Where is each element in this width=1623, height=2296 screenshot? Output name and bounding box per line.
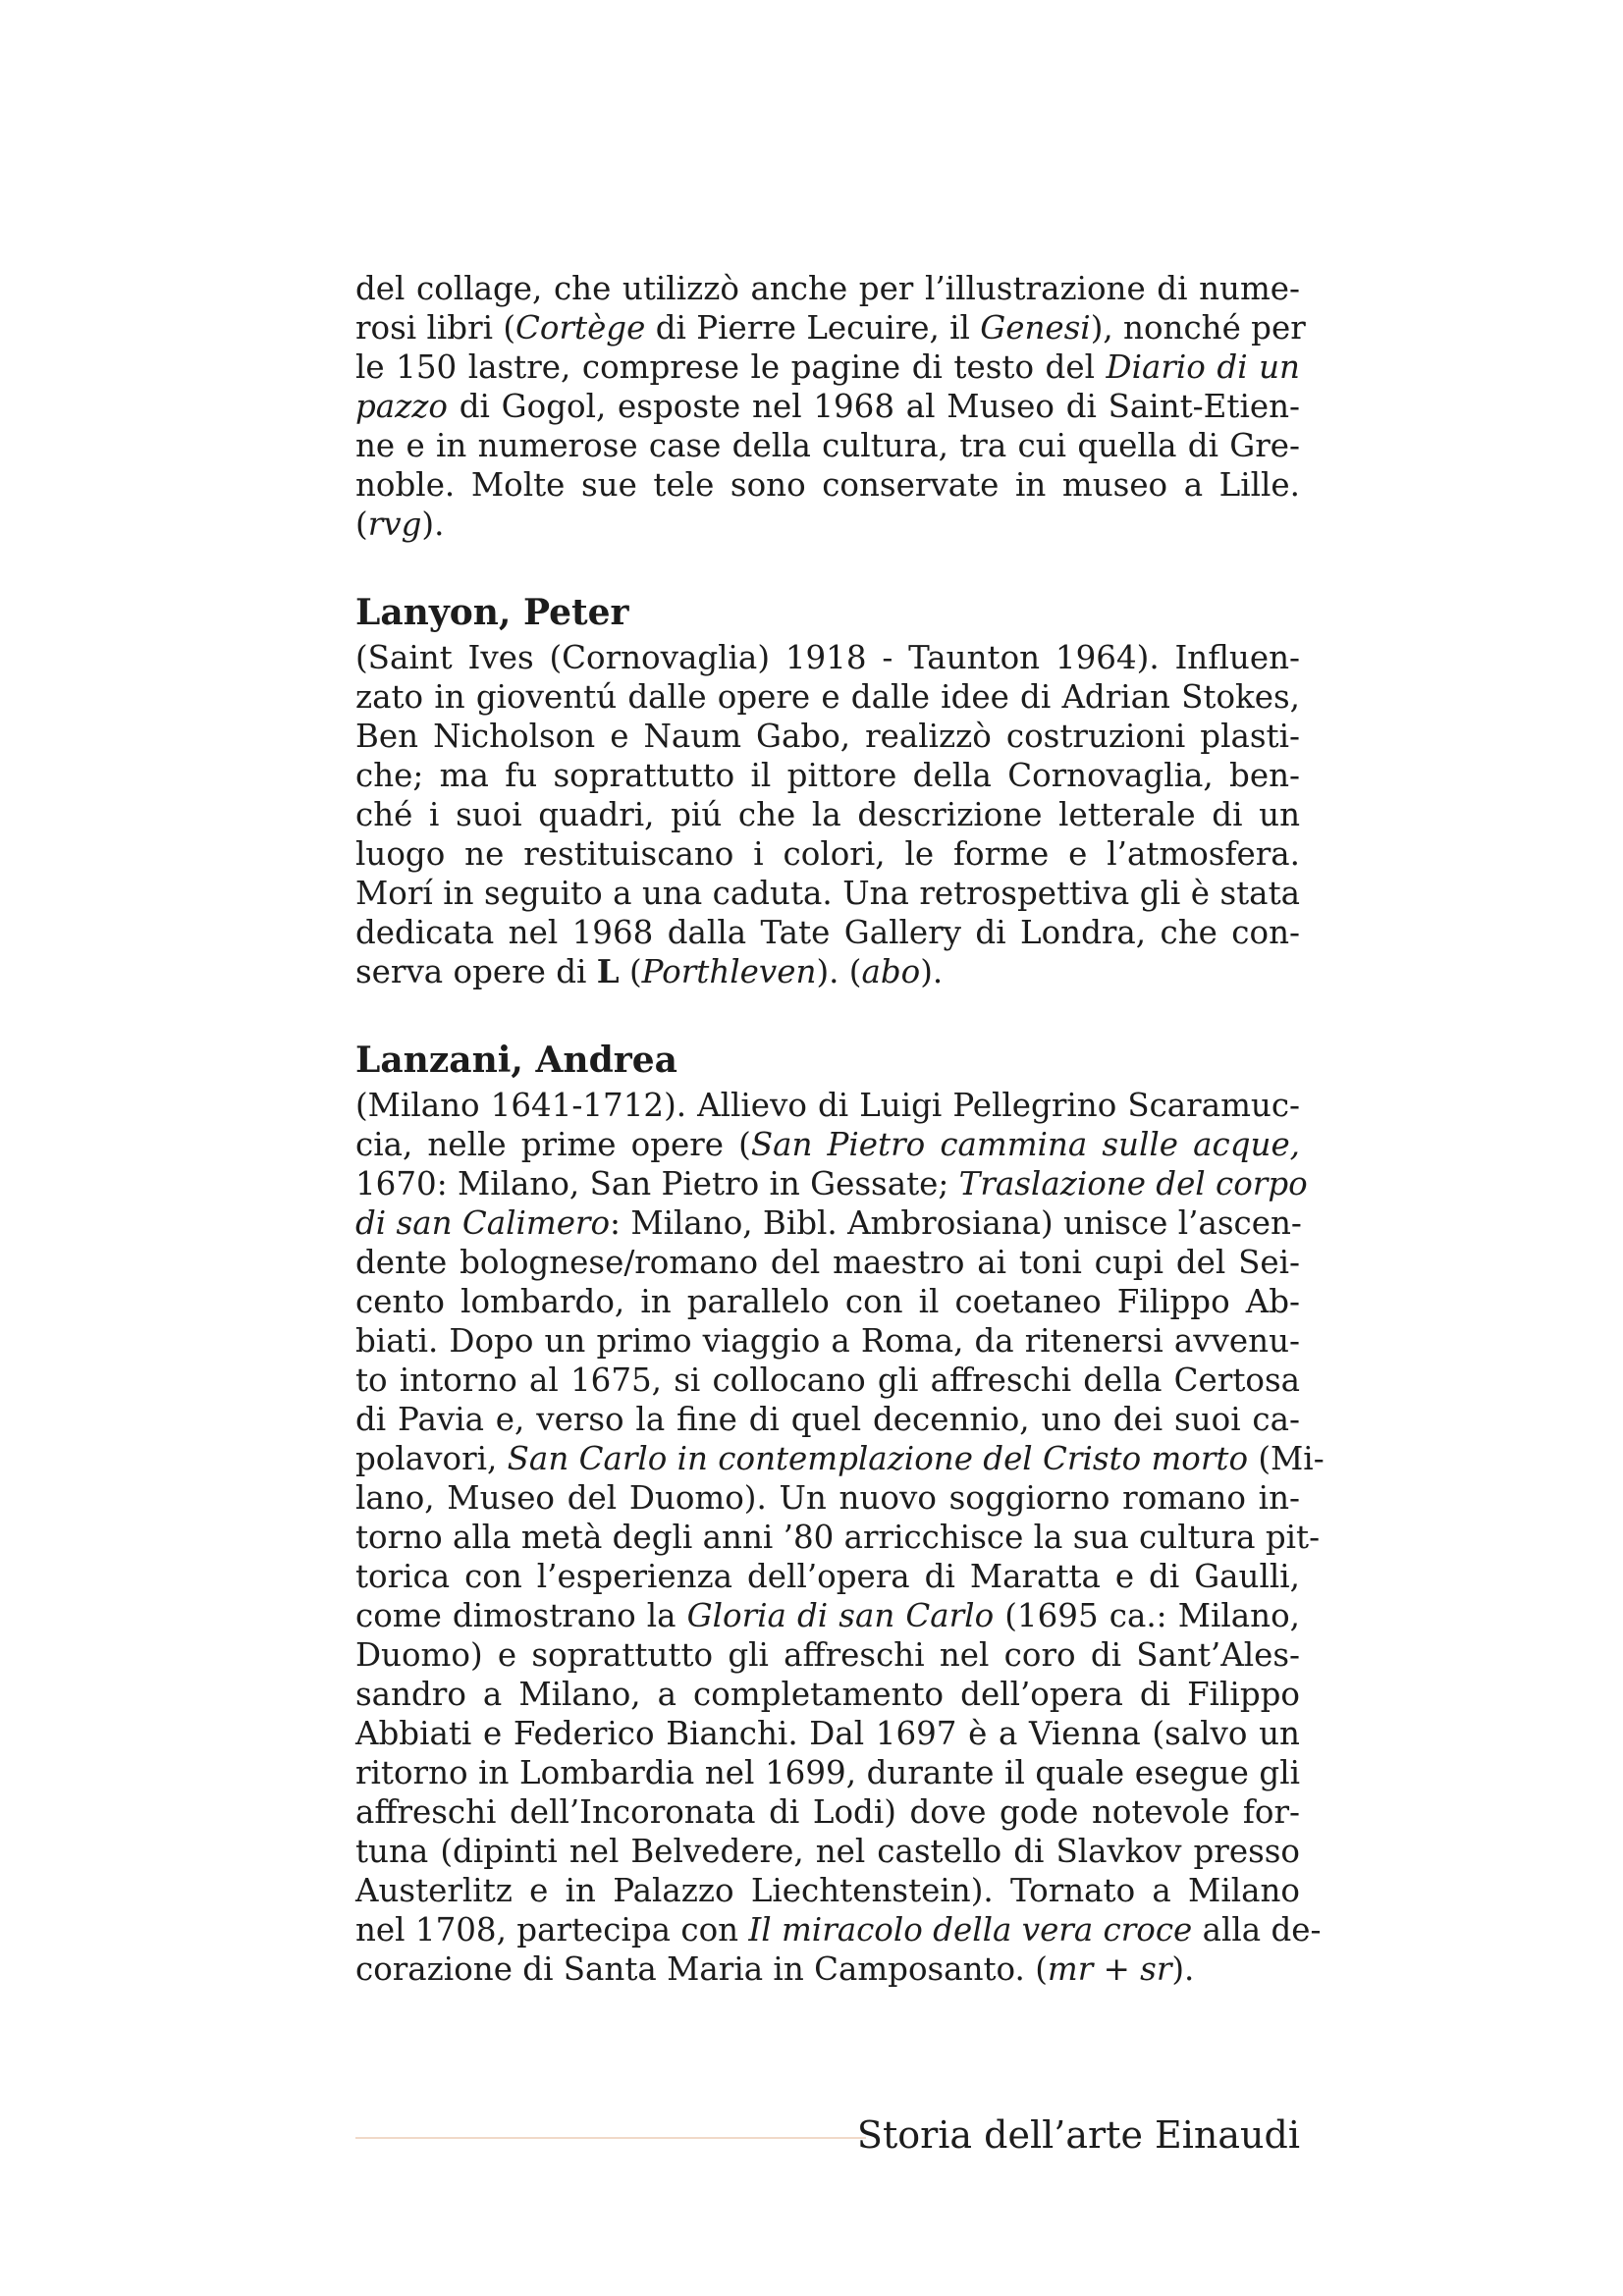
text-line: torno alla metà degli anni ’80 arricchisce la sua cultura pit- <box>355 1519 1321 1556</box>
page-footer <box>355 2110 1300 2160</box>
footer-title: Storia dell’arte Einaudi <box>856 2113 1300 2157</box>
text-line: del collage, che utilizzò anche per l’illustrazione di nume- <box>355 270 1300 307</box>
text-line: dedicata nel 1968 dalla Tate Gallery di Londra, che con- <box>355 914 1300 951</box>
text-line: (Saint Ives (Cornovaglia) 1918 - Taunton 1964). Influen- <box>355 639 1300 676</box>
text-line: biati. Dopo un primo viaggio a Roma, da ritenersi avvenu- <box>355 1322 1300 1360</box>
text-line: di Pavia e, verso la fine di quel decennio, uno dei suoi ca- <box>355 1401 1300 1438</box>
page-body <box>355 269 1325 1989</box>
text-line: sandro a Milano, a completamento dell’opera di Filippo <box>355 1676 1300 1713</box>
text-line: ne e in numerose case della cultura, tra cui quella di Gre- <box>355 427 1300 464</box>
text-line: (Milano 1641-1712). Allievo di Luigi Pellegrino Scaramuc- <box>355 1087 1300 1124</box>
text-line: tuna (dipinti nel Belvedere, nel castello di Slavkov presso <box>355 1833 1300 1870</box>
text-line: cento lombardo, in parallelo con il coetaneo Filippo Ab- <box>355 1283 1300 1320</box>
text-line: luogo ne restituiscano i colori, le forme e l’atmosfera. <box>355 835 1300 873</box>
text-line: che; ma fu soprattutto il pittore della Cornovaglia, ben- <box>355 757 1300 794</box>
text-line: Ben Nicholson e Naum Gabo, realizzò costruzioni plasti- <box>355 718 1300 755</box>
text-line: Duomo) e soprattutto gli affreschi nel coro di Sant’Ales- <box>355 1636 1300 1674</box>
text-line: ché i suoi quadri, piú che la descrizione letterale di un <box>355 796 1300 833</box>
text-line: polavori, San Carlo in contemplazione del Cristo morto (Mi- <box>355 1440 1325 1477</box>
text-line: cia, nelle prime opere (San Pietro cammina sulle acque, <box>355 1126 1301 1163</box>
text-line: noble. Molte sue tele sono conservate in museo a Lille. <box>355 466 1300 504</box>
text-line: Abbiati e Federico Bianchi. Dal 1697 è a Vienna (salvo un <box>355 1715 1300 1752</box>
text-line: di san Calimero: Milano, Bibl. Ambrosiana) unisce l’ascen- <box>355 1204 1302 1242</box>
text-line: pazzo di Gogol, esposte nel 1968 al Museo di Saint-Etien- <box>355 388 1300 425</box>
text-line: le 150 lastre, comprese le pagine di testo del Diario di un <box>355 348 1300 386</box>
text-line: ritorno in Lombardia nel 1699, durante il quale esegue gli <box>355 1754 1300 1791</box>
intro-paragraph <box>355 269 1306 544</box>
entry-lanyon <box>355 593 1300 991</box>
text-line: dente bolognese/romano del maestro ai toni cupi del Sei- <box>355 1244 1300 1281</box>
text-line: Morí in seguito a una caduta. Una retrospettiva gli è stata <box>355 875 1300 912</box>
text-line: torica con l’esperienza dell’opera di Maratta e di Gaulli, <box>355 1558 1300 1595</box>
text-line: nel 1708, partecipa con Il miracolo della vera croce alla de- <box>355 1911 1322 1949</box>
text-line: serva opere di L (Porthleven). (abo). <box>355 952 944 990</box>
text-line: (rvg). <box>355 506 445 543</box>
entry-body <box>355 1086 1325 1989</box>
footer-rule <box>355 2137 866 2139</box>
text-line: affreschi dell’Incoronata di Lodi) dove gode notevole for- <box>355 1793 1300 1831</box>
text-line: to intorno al 1675, si collocano gli affreschi della Certosa <box>355 1362 1300 1399</box>
text-line: zato in gioventú dalle opere e dalle idee di Adrian Stokes, <box>355 678 1300 716</box>
entry-heading: Lanzani, Andrea <box>355 1040 677 1081</box>
entry-body <box>355 638 1300 991</box>
text-line: rosi libri (Cortège di Pierre Lecuire, il Genesi), nonché per <box>355 309 1306 347</box>
text-line: Austerlitz e in Palazzo Liechtenstein). Tornato a Milano <box>355 1872 1300 1909</box>
text-line: 1670: Milano, San Pietro in Gessate; Traslazione del corpo <box>355 1165 1308 1202</box>
text-line: corazione di Santa Maria in Camposanto. (mr + sr). <box>355 1950 1195 1988</box>
entry-lanzani <box>355 1040 1325 1989</box>
text-line: lano, Museo del Duomo). Un nuovo soggiorno romano in- <box>355 1479 1300 1517</box>
text-line: come dimostrano la Gloria di san Carlo (1695 ca.: Milano, <box>355 1597 1300 1634</box>
entry-heading: Lanyon, Peter <box>355 592 629 633</box>
